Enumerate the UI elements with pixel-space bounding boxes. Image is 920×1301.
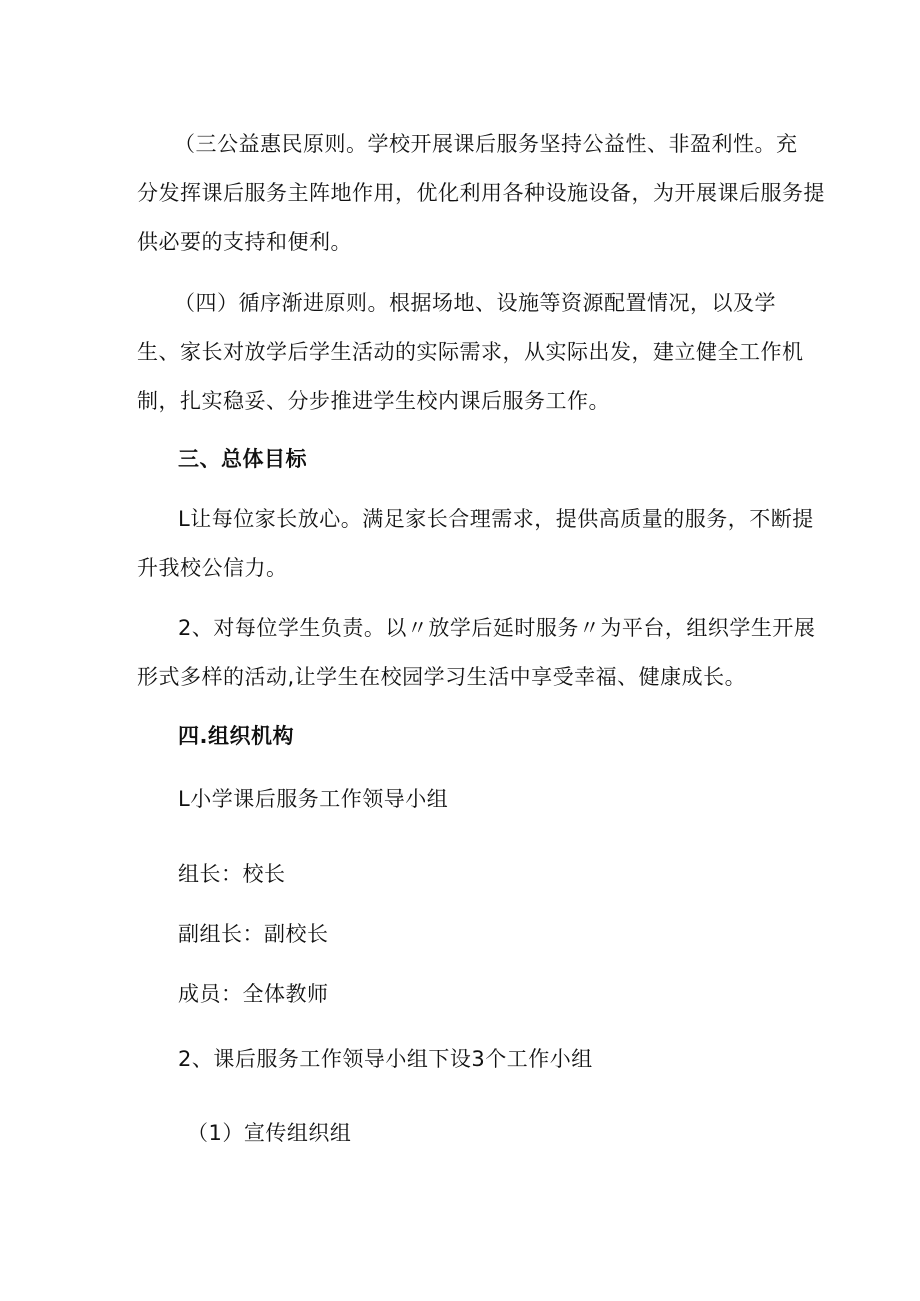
paragraph-4-line-1: （四）循序渐进原则。根据场地、设施等资源配置情况，以及学 xyxy=(174,291,776,315)
paragraph-4-line-3: 制，扎实稳妥、分步推进学生校内课后服务工作。 xyxy=(137,389,610,413)
section-heading-goals: 三、总体目标 xyxy=(178,447,307,471)
goal-1-line-1: L让每位家长放心。满足家长合理需求，提供高质量的服务，不断提 xyxy=(178,507,814,531)
section-heading-organization: 四.组织机构 xyxy=(178,724,294,748)
group-leader: 组长：校长 xyxy=(178,862,286,886)
paragraph-3-line-3: 供必要的支持和便利。 xyxy=(137,230,352,254)
goal-2-line-1: 2、对每位学生负责。以〃放学后延时服务〃为平台，组织学生开展 xyxy=(178,616,816,640)
subgroup-1-publicity: （1）宣传组织组 xyxy=(187,1121,352,1145)
paragraph-3-line-1: （三公益惠民原则。学校开展课后服务坚持公益性、非盈利性。充 xyxy=(174,132,798,156)
paragraph-4-line-2: 生、家长对放学后学生活动的实际需求，从实际出发，建立健全工作机 xyxy=(137,340,804,364)
group-deputy-leader: 副组长：副校长 xyxy=(178,922,329,946)
paragraph-3-line-2: 分发挥课后服务主阵地作用，优化利用各种设施设备，为开展课后服务提 xyxy=(137,181,825,205)
leadership-group-title: L小学课后服务工作领导小组 xyxy=(178,787,449,811)
group-members: 成员：全体教师 xyxy=(178,982,329,1006)
goal-1-line-2: 升我校公信力。 xyxy=(137,556,288,580)
goal-2-line-2: 形式多样的活动,让学生在校园学习生活中享受幸福、健康成长。 xyxy=(137,665,747,689)
subgroups-intro: 2、课后服务工作领导小组下设3个工作小组 xyxy=(178,1047,593,1071)
